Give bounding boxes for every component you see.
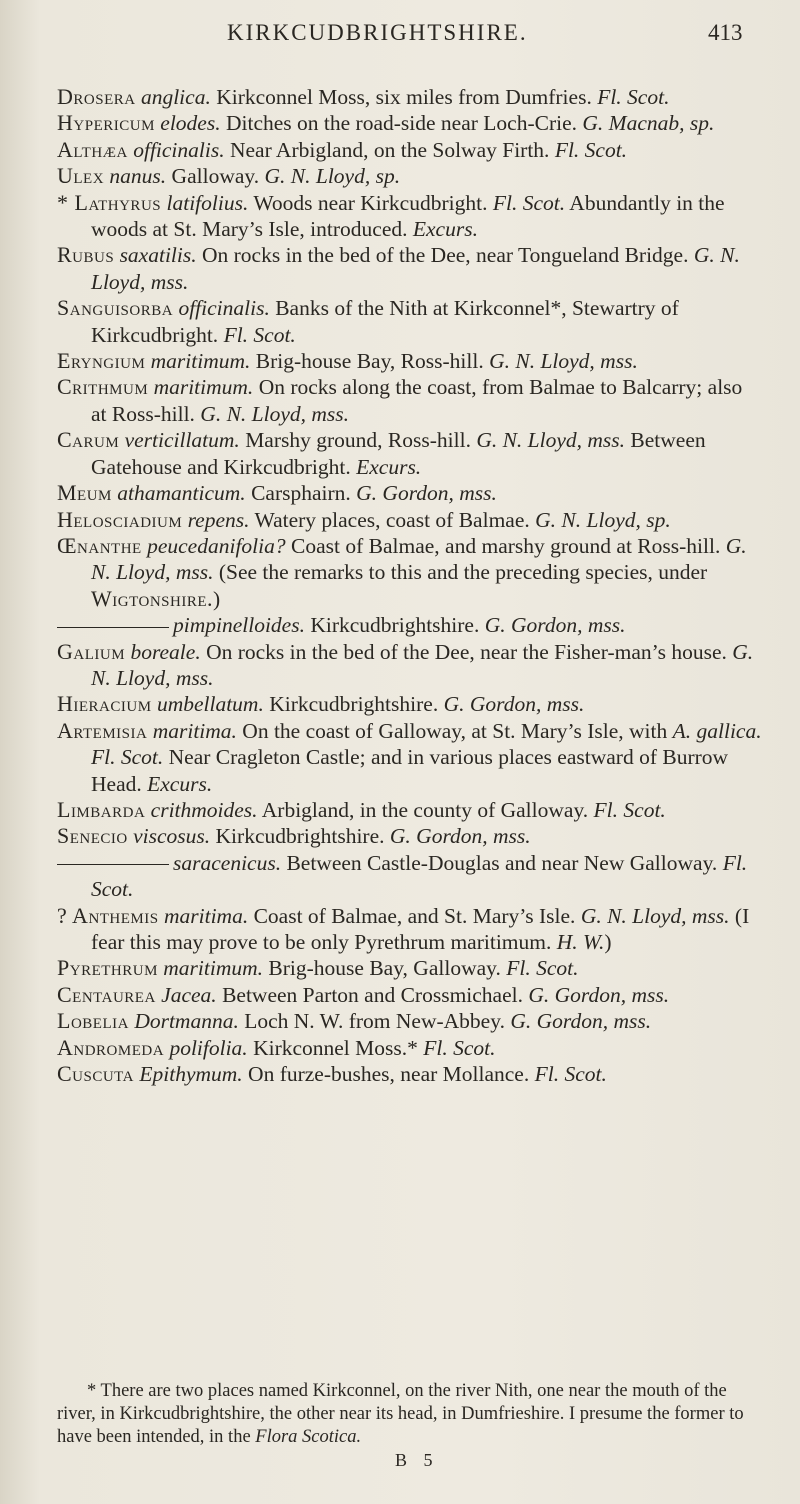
source-citation: Fl. Scot. xyxy=(593,797,666,822)
source-citation: G. Macnab, sp. xyxy=(582,111,715,136)
species-name: boreale. xyxy=(130,639,201,664)
locality-text: Carsphairn. xyxy=(251,481,351,506)
genus-name: Meum xyxy=(57,480,112,506)
species-entry xyxy=(57,1008,762,1034)
species-entry xyxy=(57,242,762,295)
ditto-dash xyxy=(57,864,169,865)
locality-text: Kirkconnel Moss.* xyxy=(253,1035,418,1060)
species-entry xyxy=(57,480,762,506)
locality-text: Brig-house Bay, Ross-hill. xyxy=(255,349,484,374)
locality-text: Kirkcudbrightshire. xyxy=(215,824,385,849)
locality-text: Kirkcudbrightshire. xyxy=(269,692,439,717)
locality-text: Brig-house Bay, Galloway. xyxy=(268,956,501,981)
source-citation: G. Gordon, mss. xyxy=(528,982,670,1007)
locality-text: Between Castle-Douglas and near New Galloway. xyxy=(286,850,718,875)
locality-text: Coast of Balmae, and marshy ground at Ross-hill. xyxy=(291,533,721,558)
source-citation: G. N. Lloyd, mss. xyxy=(200,401,350,426)
source-citation: G. N. Lloyd, mss. xyxy=(489,349,638,374)
source-citation: G. N. Lloyd, sp. xyxy=(264,164,401,189)
county-name: Wigtonshire. xyxy=(91,585,213,611)
closing-text: ) xyxy=(213,586,221,611)
species-entry xyxy=(57,612,762,638)
source-citation: G. Gordon, mss. xyxy=(389,824,531,849)
locality-text: Loch N. W. from New-Abbey. xyxy=(244,1009,505,1034)
species-entry xyxy=(57,137,762,163)
locality-text: Watery places, coast of Balmae. xyxy=(254,507,530,532)
species-name: polifolia. xyxy=(169,1035,248,1060)
genus-name: Lobelia xyxy=(57,1008,129,1034)
species-name: officinalis. xyxy=(178,296,270,321)
species-entry xyxy=(57,110,762,136)
footnote-italic: Flora Scotica. xyxy=(255,1427,362,1447)
source-citation-2: Excurs. xyxy=(412,217,478,242)
species-name: pimpinelloides. xyxy=(173,613,305,638)
species-name: saracenicus. xyxy=(173,850,282,875)
locality-text: Between Parton and Crossmichael. xyxy=(222,982,523,1007)
genus-name: Centaurea xyxy=(57,981,156,1007)
genus-name: Hieracium xyxy=(57,691,152,717)
source-citation: Fl. Scot. xyxy=(91,850,748,902)
locality-text: Kirkcudbrightshire. xyxy=(310,613,480,638)
source-citation: G. Gordon, mss. xyxy=(443,692,585,717)
locality-text: Woods near Kirkcudbright. xyxy=(253,190,488,215)
species-name: Dortmanna. xyxy=(134,1009,239,1034)
genus-name: Rubus xyxy=(57,242,115,268)
source-citation: G. Gordon, mss. xyxy=(356,481,497,506)
species-name: maritima. xyxy=(152,718,237,743)
locality-text: Arbigland, in the county of Galloway. xyxy=(261,797,589,822)
genus-name: Artemisia xyxy=(57,717,148,743)
source-citation: Fl. Scot. xyxy=(91,745,164,770)
species-name: athamanticum. xyxy=(117,481,246,506)
genus-name: Eryngium xyxy=(57,348,146,374)
locality-text-2: Abundantly in the woods at St. Mary’s Isle, introduced. xyxy=(91,190,725,242)
source-citation: Fl. Scot. xyxy=(423,1035,496,1060)
species-entry xyxy=(57,1061,762,1087)
ditto-dash xyxy=(57,627,169,628)
source-citation: G. N. Lloyd, mss. xyxy=(91,533,747,585)
source-citation-2: Excurs. xyxy=(147,771,213,796)
source-citation: Fl. Scot. xyxy=(534,1062,607,1087)
species-name: nanus. xyxy=(109,164,167,189)
locality-text: Marshy ground, Ross-hill. xyxy=(245,428,471,453)
species-entry xyxy=(57,348,762,374)
genus-name: ? Anthemis xyxy=(57,902,159,928)
locality-text-2: (See the remarks to this and the preceding species, under xyxy=(218,560,708,585)
species-name: maritimum. xyxy=(163,956,264,981)
locality-text: On furze-bushes, near Mollance. xyxy=(248,1062,530,1087)
locality-text-2: Near Cragleton Castle; and in various places eastward of Burrow Head. xyxy=(91,745,729,796)
species-name: maritimum. xyxy=(153,375,254,400)
locality-text: Banks of the Nith at Kirkconnel*, Stewartry of Kirkcudbright. xyxy=(91,296,679,347)
locality-text-2: Between Gatehouse and Kirkcudbright. xyxy=(91,428,706,479)
species-entry xyxy=(57,374,762,427)
species-name: anglica. xyxy=(140,85,211,109)
genus-name: Althæa xyxy=(57,136,128,162)
source-citation: Fl. Scot. xyxy=(492,190,566,215)
locality-text: Kirkconnel Moss, six miles from Dumfries. xyxy=(216,85,592,109)
locality-text: On rocks in the bed of the Dee, near the Fisher-man’s house. xyxy=(206,639,727,664)
species-name: verticillatum. xyxy=(124,428,240,453)
page-number: 413 xyxy=(708,20,743,45)
species-entry xyxy=(57,190,762,243)
source-citation: G. Gordon, mss. xyxy=(510,1009,652,1034)
source-citation-2: H. W. xyxy=(556,930,605,954)
locality-text: Coast of Balmae, and St. Mary’s Isle. xyxy=(253,903,576,928)
genus-name: Helosciadium xyxy=(57,506,183,532)
species-entry xyxy=(57,850,762,903)
species-name: umbellatum. xyxy=(156,692,264,717)
source-citation: Fl. Scot. xyxy=(597,85,670,109)
genus-name: Drosera xyxy=(57,84,136,109)
source-citation: G. N. Lloyd, mss. xyxy=(91,639,754,690)
source-citation: G. Gordon, mss. xyxy=(484,613,626,638)
footnote xyxy=(57,1380,757,1449)
locality-text: On rocks along the coast, from Balmae to Balcarry; also at Ross-hill. xyxy=(91,375,743,426)
species-name: repens. xyxy=(187,507,250,532)
genus-name: Ulex xyxy=(57,163,105,189)
species-name: saxatilis. xyxy=(119,243,197,268)
species-entry xyxy=(57,797,762,823)
genus-name: Œnanthe xyxy=(57,532,142,558)
source-citation-2: Excurs. xyxy=(356,454,422,479)
species-name: maritimum. xyxy=(150,349,251,374)
source-citation: G. N. Lloyd, mss. xyxy=(580,903,730,928)
signature-mark: B 5 xyxy=(395,1450,439,1470)
genus-name: Crithmum xyxy=(57,374,149,400)
species-entry xyxy=(57,823,762,849)
genus-name: Sanguisorba xyxy=(57,295,174,321)
species-entry xyxy=(57,533,762,612)
species-name: Epithymum. xyxy=(139,1062,243,1087)
genus-name: Galium xyxy=(57,638,126,664)
species-name: maritima. xyxy=(163,903,249,928)
species-name: officinalis. xyxy=(133,137,225,162)
inline-species: A. gallica. xyxy=(672,718,762,743)
source-citation: Fl. Scot. xyxy=(554,137,628,162)
locality-text: Galloway. xyxy=(171,164,260,189)
genus-name: Hypericum xyxy=(57,110,155,136)
genus-name: Andromeda xyxy=(57,1034,165,1060)
locality-text: On rocks in the bed of the Dee, near Tongueland Bridge. xyxy=(201,243,689,268)
species-entry xyxy=(57,507,762,533)
species-entry xyxy=(57,903,762,956)
species-name: elodes. xyxy=(160,111,221,136)
species-entry xyxy=(57,718,762,797)
species-entry xyxy=(57,295,762,348)
source-citation: G. N. Lloyd, sp. xyxy=(535,507,671,532)
locality-text: Near Arbigland, on the Solway Firth. xyxy=(229,137,550,162)
locality-text-2: (I fear this may prove to be only Pyrethrum maritimum. xyxy=(91,903,750,954)
source-citation: Fl. Scot. xyxy=(223,322,296,347)
species-list xyxy=(57,84,762,1087)
genus-name: * Lathyrus xyxy=(57,189,162,215)
footnote-text: * There are two places named Kirkconnel, on the river Nith, one near the mouth of the river, in Kirkcudbrightshire, the other near its head, in Dumfrieshire. I presume the former to have been intended, in the xyxy=(57,1381,744,1447)
species-name: Jacea. xyxy=(161,982,217,1007)
running-title: KIRKCUDBRIGHTSHIRE. xyxy=(227,20,528,45)
species-name: peucedanifolia? xyxy=(147,533,286,558)
locality-text: Ditches on the road-side near Loch-Crie. xyxy=(225,111,578,136)
species-name: viscosus. xyxy=(133,824,211,849)
species-entry xyxy=(57,955,762,981)
species-entry xyxy=(57,639,762,692)
genus-name: Senecio xyxy=(57,823,128,849)
species-name: crithmoides. xyxy=(150,797,258,822)
genus-name: Limbarda xyxy=(57,796,146,822)
source-citation: Fl. Scot. xyxy=(506,956,579,981)
species-entry xyxy=(57,163,762,189)
species-entry xyxy=(57,427,762,480)
genus-name: Cuscuta xyxy=(57,1061,134,1087)
species-entry xyxy=(57,691,762,717)
species-entry xyxy=(57,84,762,110)
locality-text: On the coast of Galloway, at St. Mary’s Isle, with xyxy=(242,718,668,743)
species-name: latifolius. xyxy=(166,190,249,215)
source-citation: G. N. Lloyd, mss. xyxy=(91,243,740,294)
species-entry xyxy=(57,982,762,1008)
genus-name: Pyrethrum xyxy=(57,955,158,981)
species-entry xyxy=(57,1035,762,1061)
source-citation: G. N. Lloyd, mss. xyxy=(476,428,626,453)
genus-name: Carum xyxy=(57,427,120,453)
closing-text: ) xyxy=(604,930,612,954)
